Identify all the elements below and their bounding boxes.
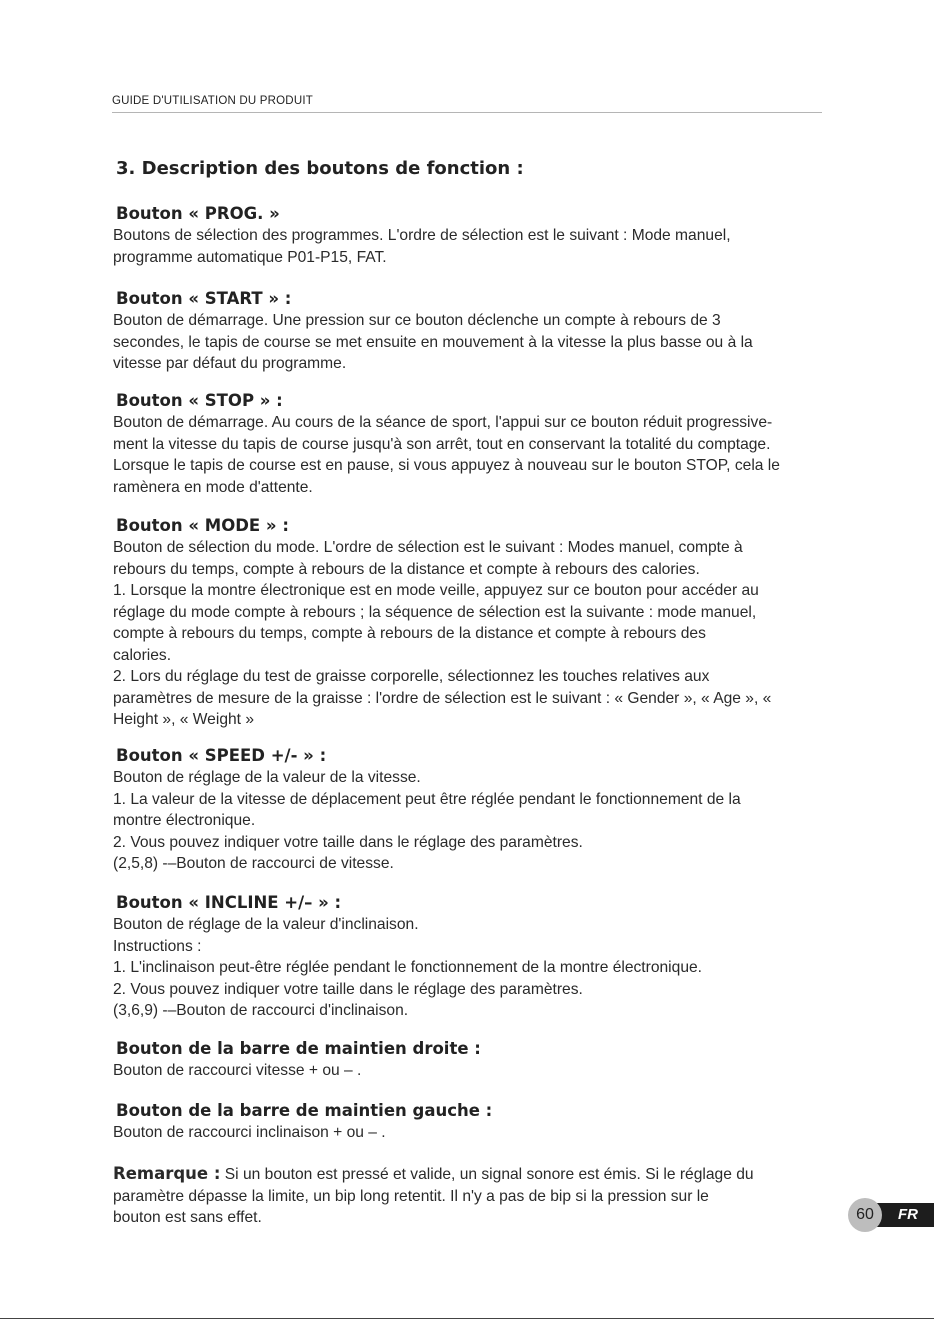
text-line: (3,6,9) -–Bouton de raccourci d'inclinaison.	[113, 1002, 409, 1019]
section-mode	[113, 515, 873, 731]
text-line: réglage du mode compte à rebours ; la séquence de sélection est la suivante : mode manuel,	[113, 603, 757, 621]
section-incline	[113, 892, 873, 1022]
section-left-handlebar	[113, 1100, 873, 1144]
text-line: Bouton de démarrage. Une pression sur ce bouton déclenche un compte à rebours de 3	[113, 312, 721, 329]
page-title: 3. Description des boutons de fonction :	[116, 158, 524, 179]
section-right-handlebar	[113, 1038, 873, 1082]
text-line: 2. Vous pouvez indiquer votre taille dans le réglage des paramètres.	[113, 833, 583, 851]
text-line: calories.	[113, 646, 172, 664]
remark-text: Si un bouton est pressé et valide, un signal sonore est émis. Si le réglage du	[220, 1166, 754, 1183]
text-line: bouton est sans effet.	[113, 1209, 262, 1226]
text-line: Boutons de sélection des programmes. L'ordre de sélection est le suivant : Mode manuel,	[113, 227, 731, 244]
page-tab	[848, 1198, 934, 1232]
footer-divider	[0, 1318, 934, 1319]
text-line: 2. Lors du réglage du test de graisse corporelle, sélectionnez les touches relatives aux	[113, 668, 710, 685]
text-line: Bouton de réglage de la valeur de la vitesse.	[113, 769, 421, 786]
text-line: programme automatique P01-P15, FAT.	[113, 248, 387, 266]
remark-block	[113, 1163, 873, 1229]
text-line: Bouton de réglage de la valeur d'inclinaison.	[113, 916, 419, 933]
section-heading: Bouton de la barre de maintien droite :	[116, 1039, 481, 1058]
section-heading: Bouton « STOP » :	[116, 391, 283, 410]
header-title: GUIDE D'UTILISATION DU PRODUIT	[112, 95, 313, 107]
text-line: secondes, le tapis de course se met ensuite en mouvement à la vitesse la plus basse ou à la	[113, 333, 753, 351]
text-line: 2. Vous pouvez indiquer votre taille dans le réglage des paramètres.	[113, 980, 583, 998]
text-line: Bouton de raccourci vitesse + ou – .	[113, 1062, 362, 1079]
text-line: Bouton de sélection du mode. L'ordre de sélection est le suivant : Modes manuel, compte à	[113, 539, 743, 556]
page-number: 60	[848, 1198, 882, 1232]
text-line: ment la vitesse du tapis de course jusqu'à son arrêt, tout en conservant la totalité du comptage.	[113, 435, 771, 453]
text-line: Instructions :	[113, 937, 202, 955]
section-heading: Bouton « MODE » :	[116, 516, 289, 535]
remark-label: Remarque :	[113, 1164, 221, 1183]
text-line: paramètre dépasse la limite, un bip long retentit. Il n'y a pas de bip si la pression sur le	[113, 1187, 709, 1205]
section-heading: Bouton « START » :	[116, 289, 292, 308]
lang-badge: FR	[868, 1203, 934, 1227]
text-line: compte à rebours du temps, compte à rebours de la distance et compte à rebours des	[113, 625, 706, 642]
section-start	[113, 288, 873, 375]
text-line	[113, 1163, 873, 1186]
section-heading: Bouton « INCLINE +/– » :	[116, 893, 342, 912]
text-line: Height », « Weight »	[113, 711, 255, 728]
text-line: 1. Lorsque la montre électronique est en mode veille, appuyez sur ce bouton pour accéder au	[113, 582, 759, 599]
text-line: Bouton de raccourci inclinaison + ou – .	[113, 1124, 386, 1141]
text-line: montre électronique.	[113, 812, 256, 829]
header-divider	[112, 112, 822, 113]
text-line: 1. La valeur de la vitesse de déplacement peut être réglée pendant le fonctionnement de la	[113, 790, 741, 808]
text-line: ramènera en mode d'attente.	[113, 478, 313, 496]
text-line: rebours du temps, compte à rebours de la distance et compte à rebours des calories.	[113, 560, 700, 578]
text-line: Bouton de démarrage. Au cours de la séance de sport, l'appui sur ce bouton réduit progressive-	[113, 414, 773, 431]
text-line: Lorsque le tapis de course est en pause, si vous appuyez à nouveau sur le bouton STOP, cela le	[113, 457, 780, 474]
section-heading: Bouton de la barre de maintien gauche :	[116, 1101, 493, 1120]
section-heading: Bouton « PROG. »	[116, 204, 280, 223]
text-line: 1. L'inclinaison peut-être réglée pendant le fonctionnement de la montre électronique.	[113, 959, 702, 976]
section-prog	[113, 203, 873, 268]
section-stop	[113, 390, 873, 498]
text-line: vitesse par défaut du programme.	[113, 355, 347, 372]
text-line: paramètres de mesure de la graisse : l'ordre de sélection est le suivant : « Gender », « Age », «	[113, 689, 772, 707]
section-speed	[113, 745, 873, 875]
text-line: (2,5,8) -–Bouton de raccourci de vitesse.	[113, 855, 394, 872]
section-heading: Bouton « SPEED +/- » :	[116, 746, 327, 765]
